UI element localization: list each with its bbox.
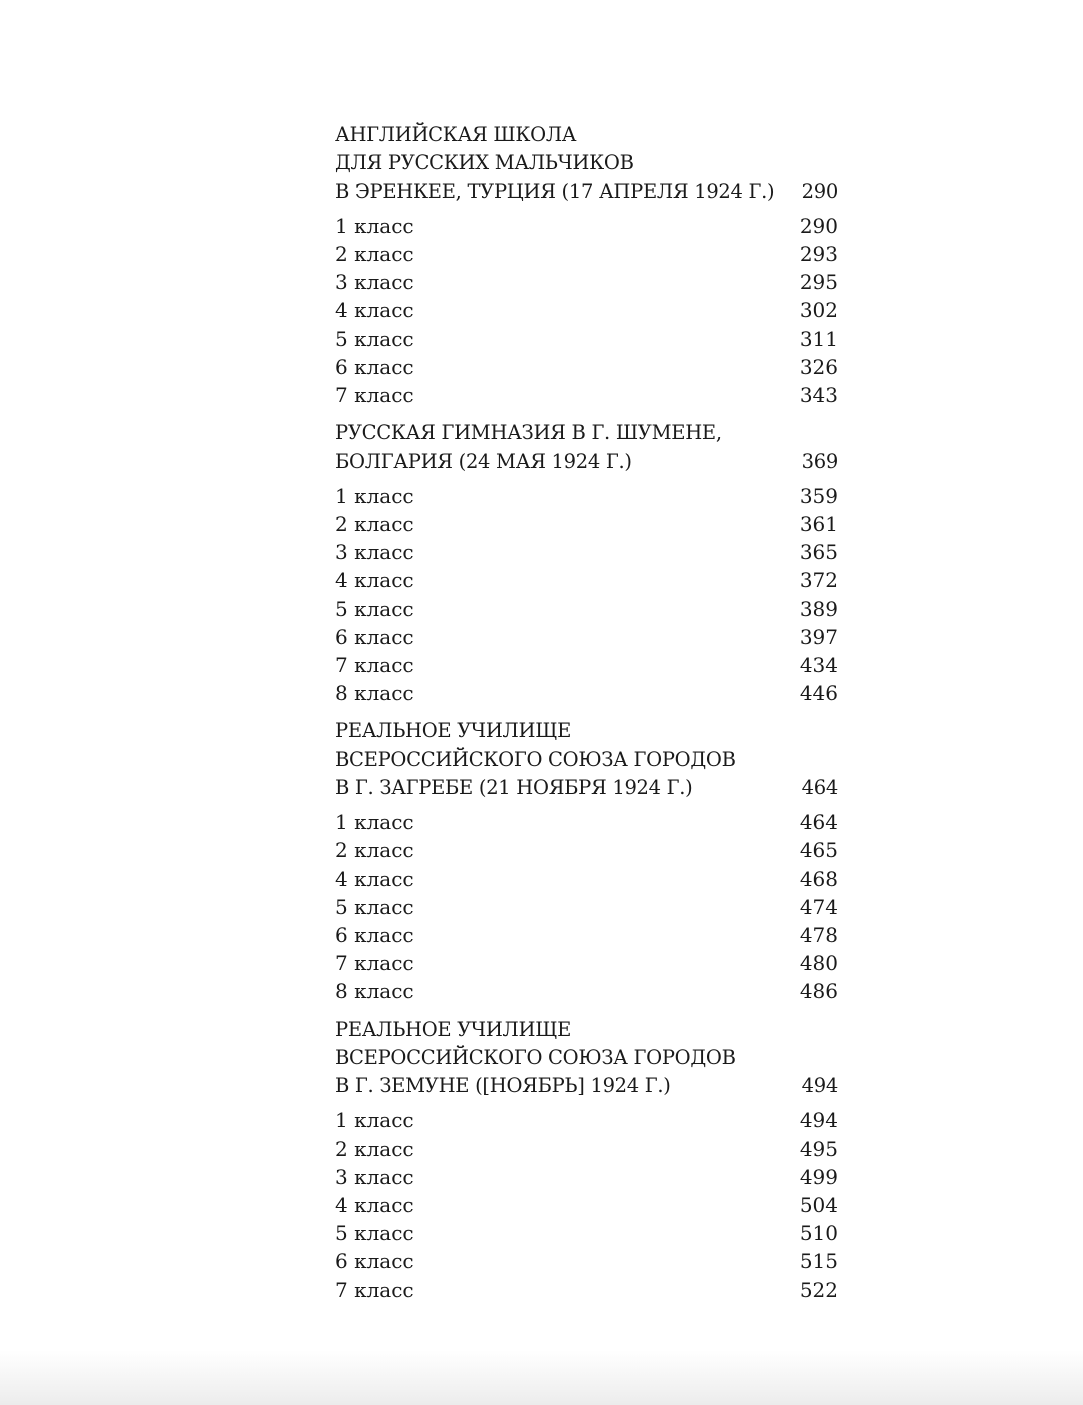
entry-page-number: 510 xyxy=(799,1221,838,1246)
entry-label: 2 класс xyxy=(335,838,414,863)
toc-entry xyxy=(335,949,838,977)
entry-label: 5 класс xyxy=(335,596,414,621)
entry-label: 1 класс xyxy=(335,213,414,238)
entry-label: 4 класс xyxy=(335,298,414,323)
entry-page-number: 434 xyxy=(799,652,838,677)
section-heading xyxy=(335,1016,838,1101)
entry-page-number: 290 xyxy=(799,213,838,238)
toc-entry xyxy=(335,808,838,836)
toc-entry xyxy=(335,296,838,324)
entry-page-number: 468 xyxy=(799,866,838,891)
section-heading xyxy=(335,121,838,206)
entry-label: 7 класс xyxy=(335,652,414,677)
entry-page-number: 311 xyxy=(799,326,838,351)
section-heading-line xyxy=(335,1044,838,1072)
toc-section xyxy=(335,717,838,1005)
entry-page-number: 372 xyxy=(799,568,838,593)
entry-page-number: 293 xyxy=(799,242,838,267)
section-heading-line xyxy=(335,178,838,206)
section-heading-line xyxy=(335,419,838,447)
entry-label: 2 класс xyxy=(335,511,414,536)
section-heading-text: РЕАЛЬНОЕ УЧИЛИЩЕ xyxy=(335,719,572,743)
entry-page-number: 326 xyxy=(799,354,838,379)
toc-entry xyxy=(335,651,838,679)
toc-entry xyxy=(335,1106,838,1134)
entry-page-number: 494 xyxy=(799,1108,838,1133)
section-heading-line xyxy=(335,1072,838,1100)
toc-section xyxy=(335,121,838,409)
entry-label: 8 класс xyxy=(335,979,414,1004)
entry-label: 5 класс xyxy=(335,326,414,351)
section-heading-text: ВСЕРОССИЙСКОГО СОЮЗА ГОРОДОВ xyxy=(335,747,736,771)
entry-page-number: 365 xyxy=(799,540,838,565)
section-heading-line xyxy=(335,746,838,774)
entry-page-number: 480 xyxy=(799,951,838,976)
toc-entry xyxy=(335,482,838,510)
entry-label: 5 класс xyxy=(335,894,414,919)
entry-page-number: 515 xyxy=(799,1249,838,1274)
section-heading-line xyxy=(335,717,838,745)
entry-label: 8 класс xyxy=(335,681,414,706)
section-heading-text: АНГЛИЙСКАЯ ШКОЛА xyxy=(335,123,577,146)
section-heading-text: БОЛГАРИЯ (24 МАЯ 1924 Г.) xyxy=(335,449,632,473)
toc-entry xyxy=(335,836,838,864)
toc-entry xyxy=(335,679,838,707)
table-of-contents xyxy=(335,121,838,1314)
entry-label: 5 класс xyxy=(335,1221,414,1246)
entry-label: 6 класс xyxy=(335,624,414,649)
entry-page-number: 464 xyxy=(799,810,838,835)
toc-entry xyxy=(335,538,838,566)
entry-page-number: 499 xyxy=(799,1164,838,1189)
section-heading-text: В Г. ЗЕМУНЕ ([НОЯБРЬ] 1924 Г.) xyxy=(335,1074,671,1098)
entry-label: 7 класс xyxy=(335,1277,414,1302)
toc-entry xyxy=(335,240,838,268)
toc-entry xyxy=(335,268,838,296)
section-heading-line xyxy=(335,121,838,149)
entry-page-number: 295 xyxy=(799,270,838,295)
entry-label: 6 класс xyxy=(335,1249,414,1274)
entry-label: 7 класс xyxy=(335,383,414,408)
entry-page-number: 474 xyxy=(799,894,838,919)
entry-label: 1 класс xyxy=(335,483,414,508)
section-heading-text: ВСЕРОССИЙСКОГО СОЮЗА ГОРОДОВ xyxy=(335,1045,736,1069)
entry-label: 2 класс xyxy=(335,1136,414,1161)
toc-entry xyxy=(335,1247,838,1275)
toc-entry xyxy=(335,212,838,240)
toc-entry xyxy=(335,510,838,538)
section-page-number: 464 xyxy=(801,775,838,799)
entry-label: 2 класс xyxy=(335,242,414,267)
toc-entry xyxy=(335,325,838,353)
toc-entry xyxy=(335,1163,838,1191)
section-heading-text: ДЛЯ РУССКИХ МАЛЬЧИКОВ xyxy=(335,151,634,175)
entry-page-number: 465 xyxy=(799,838,838,863)
section-page-number: 494 xyxy=(801,1074,838,1098)
toc-entry xyxy=(335,865,838,893)
entry-page-number: 446 xyxy=(799,681,838,706)
section-heading-line xyxy=(335,1016,838,1044)
entry-label: 1 класс xyxy=(335,1108,414,1133)
toc-entry xyxy=(335,353,838,381)
entry-page-number: 486 xyxy=(799,979,838,1004)
entry-label: 6 класс xyxy=(335,354,414,379)
toc-entry xyxy=(335,623,838,651)
toc-entry xyxy=(335,1276,838,1304)
toc-section xyxy=(335,419,838,707)
toc-section xyxy=(335,1016,838,1304)
section-heading-text: РЕАЛЬНОЕ УЧИЛИЩЕ xyxy=(335,1017,572,1041)
toc-entry xyxy=(335,977,838,1005)
entry-page-number: 522 xyxy=(799,1277,838,1302)
entry-label: 1 класс xyxy=(335,810,414,835)
entry-label: 4 класс xyxy=(335,1192,414,1217)
entry-page-number: 343 xyxy=(799,383,838,408)
section-heading-line xyxy=(335,448,838,476)
toc-entry xyxy=(335,566,838,594)
section-heading-text: В Г. ЗАГРЕБЕ (21 НОЯБРЯ 1924 Г.) xyxy=(335,775,693,799)
section-heading-line xyxy=(335,774,838,802)
section-heading-line xyxy=(335,149,838,177)
entry-page-number: 397 xyxy=(799,624,838,649)
toc-entry xyxy=(335,893,838,921)
toc-entry xyxy=(335,595,838,623)
toc-entry xyxy=(335,381,838,409)
entry-label: 7 класс xyxy=(335,951,414,976)
entry-page-number: 359 xyxy=(799,483,838,508)
section-page-number: 290 xyxy=(801,179,838,203)
entry-page-number: 478 xyxy=(799,922,838,947)
section-page-number: 369 xyxy=(801,449,838,473)
entry-label: 4 класс xyxy=(335,866,414,891)
page-bottom-shadow xyxy=(0,1350,1083,1405)
entry-label: 6 класс xyxy=(335,922,414,947)
toc-entry xyxy=(335,921,838,949)
entry-page-number: 495 xyxy=(799,1136,838,1161)
toc-entry xyxy=(335,1135,838,1163)
entry-page-number: 504 xyxy=(799,1192,838,1217)
entry-page-number: 302 xyxy=(799,298,838,323)
section-heading xyxy=(335,419,838,476)
toc-entry xyxy=(335,1191,838,1219)
entry-label: 3 класс xyxy=(335,270,414,295)
entry-label: 3 класс xyxy=(335,540,414,565)
entry-page-number: 389 xyxy=(799,596,838,621)
entry-label: 4 класс xyxy=(335,568,414,593)
toc-entry xyxy=(335,1219,838,1247)
entry-label: 3 класс xyxy=(335,1164,414,1189)
section-heading-text: В ЭРЕНКЕЕ, ТУРЦИЯ (17 АПРЕЛЯ 1924 Г.) xyxy=(335,179,775,203)
section-heading xyxy=(335,717,838,802)
entry-page-number: 361 xyxy=(799,511,838,536)
section-heading-text: РУССКАЯ ГИМНАЗИЯ В Г. ШУМЕНЕ, xyxy=(335,421,722,445)
